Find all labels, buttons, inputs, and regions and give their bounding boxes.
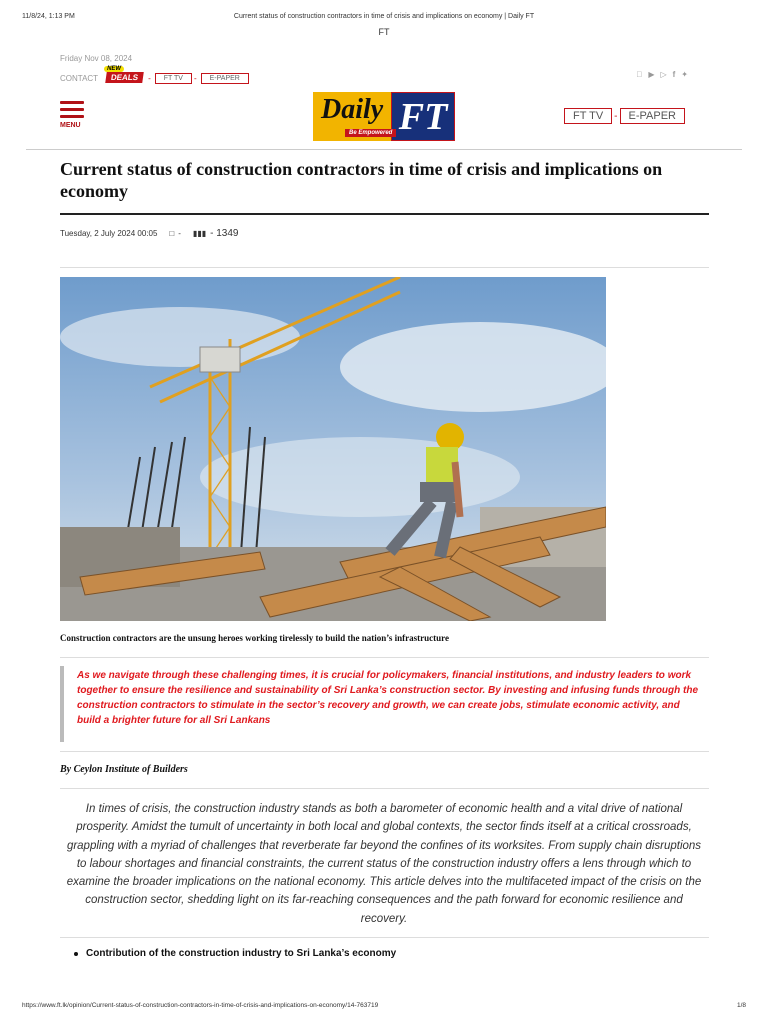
print-doc-title: Current status of construction contractors in time of crisis and implications on economy | Daily FT — [233, 13, 535, 20]
views-icon: ▮▮▮ — [192, 229, 207, 238]
article-title: Current status of construction contractors in time of crisis and implications on economy — [60, 159, 663, 201]
social-icons — [636, 70, 688, 79]
divider — [60, 937, 709, 938]
view-count: - 1349 — [210, 228, 239, 239]
print-site-label: FT — [378, 27, 390, 37]
comment-count: - — [178, 229, 181, 238]
deals-label: DEALS — [105, 72, 144, 83]
logo-daily-text: Daily — [321, 94, 384, 125]
daily-ft-logo[interactable] — [313, 92, 455, 141]
page-number: 1/8 — [736, 1002, 746, 1009]
article-image — [60, 277, 606, 621]
image-caption: Construction contractors are the unsung heroes working tirelessly to build the nation’s infrastructure — [60, 633, 449, 643]
divider — [60, 267, 709, 268]
divider — [60, 751, 709, 752]
print-datetime: 11/8/24, 1:13 PM — [22, 13, 75, 20]
current-date: Friday Nov 08, 2024 — [60, 54, 133, 63]
byline: By Ceylon Institute of Builders — [60, 764, 188, 775]
hamburger-icon — [60, 101, 84, 104]
ft-tv-link[interactable]: FT TV — [564, 108, 612, 124]
logo-tagline: Be Empowered — [345, 129, 396, 137]
divider — [60, 788, 709, 789]
pull-quote: As we navigate through these challenging times, it is crucial for policymakers, financial institutions, and industry leaders to work together to ensure the resilience and sustainability of Sri Lanka’s construction sector. By investing and infusing funds through the construction contractors to stimulate in the sector’s recovery and growth, we can create jobs, stimulate economic activity, and build a brighter future for all Sri Lankans — [60, 666, 705, 742]
e-paper-link-small[interactable]: E-PAPER — [201, 73, 249, 84]
list-item-text: Contribution of the construction industry to Sri Lanka’s economy — [86, 948, 397, 959]
divider — [60, 657, 709, 658]
article-date: Tuesday, 2 July 2024 00:05 — [60, 229, 158, 238]
page-url: https://www.ft.lk/opinion/Current-status-of-construction-contractors-in-time-of-crisis-and-implications-on-economy/14-763719 — [22, 1002, 379, 1009]
separator: - — [193, 73, 197, 83]
menu-label: MENU — [60, 122, 81, 129]
e-paper-link[interactable]: E-PAPER — [620, 108, 685, 124]
separator: - — [148, 73, 151, 83]
play-store-icon[interactable]: ▶ — [648, 70, 655, 79]
divider — [26, 149, 742, 150]
new-badge: NEW — [104, 66, 124, 72]
list-item — [74, 948, 396, 959]
youtube-icon[interactable]: ▷ — [660, 70, 667, 79]
apple-icon[interactable] — [636, 70, 642, 79]
contact-link[interactable]: CONTACT — [60, 73, 99, 83]
top-nav — [60, 66, 249, 86]
deals-link[interactable] — [104, 66, 146, 86]
title-divider — [60, 213, 709, 215]
twitter-icon[interactable]: ✦ — [681, 70, 688, 79]
separator: - — [614, 110, 618, 122]
comment-icon[interactable]: □ — [169, 229, 175, 238]
logo-ft-text: FT — [391, 92, 455, 141]
menu-button[interactable] — [60, 101, 84, 129]
header-links — [564, 108, 685, 124]
hamburger-icon-bar — [60, 108, 84, 111]
facebook-icon[interactable]: f — [672, 70, 676, 79]
article-intro: In times of crisis, the construction industry stands as both a barometer of economic health and a vital drive of national prosperity. Amidst the tumult of uncertainty in both local and global contexts, the sector finds itself at a critical crossroads, grappling with a myriad of challenges that reverberate far beyond the confines of its worksites. From supply chain disruptions to labour shortages and financial constraints, the current status of the construction industry offers a lens through which to examine the broader implications on the national economy. This article delves into the multifaceted impact of the crisis on the construction sector, shedding light on its far-reaching consequences and the path forward for economic resilience and recovery. — [66, 803, 702, 925]
ft-tv-link-small[interactable]: FT TV — [155, 73, 192, 84]
article-meta — [60, 228, 239, 239]
hamburger-icon-bar — [60, 115, 84, 118]
bullet-icon — [74, 952, 78, 956]
construction-photo — [60, 277, 606, 621]
